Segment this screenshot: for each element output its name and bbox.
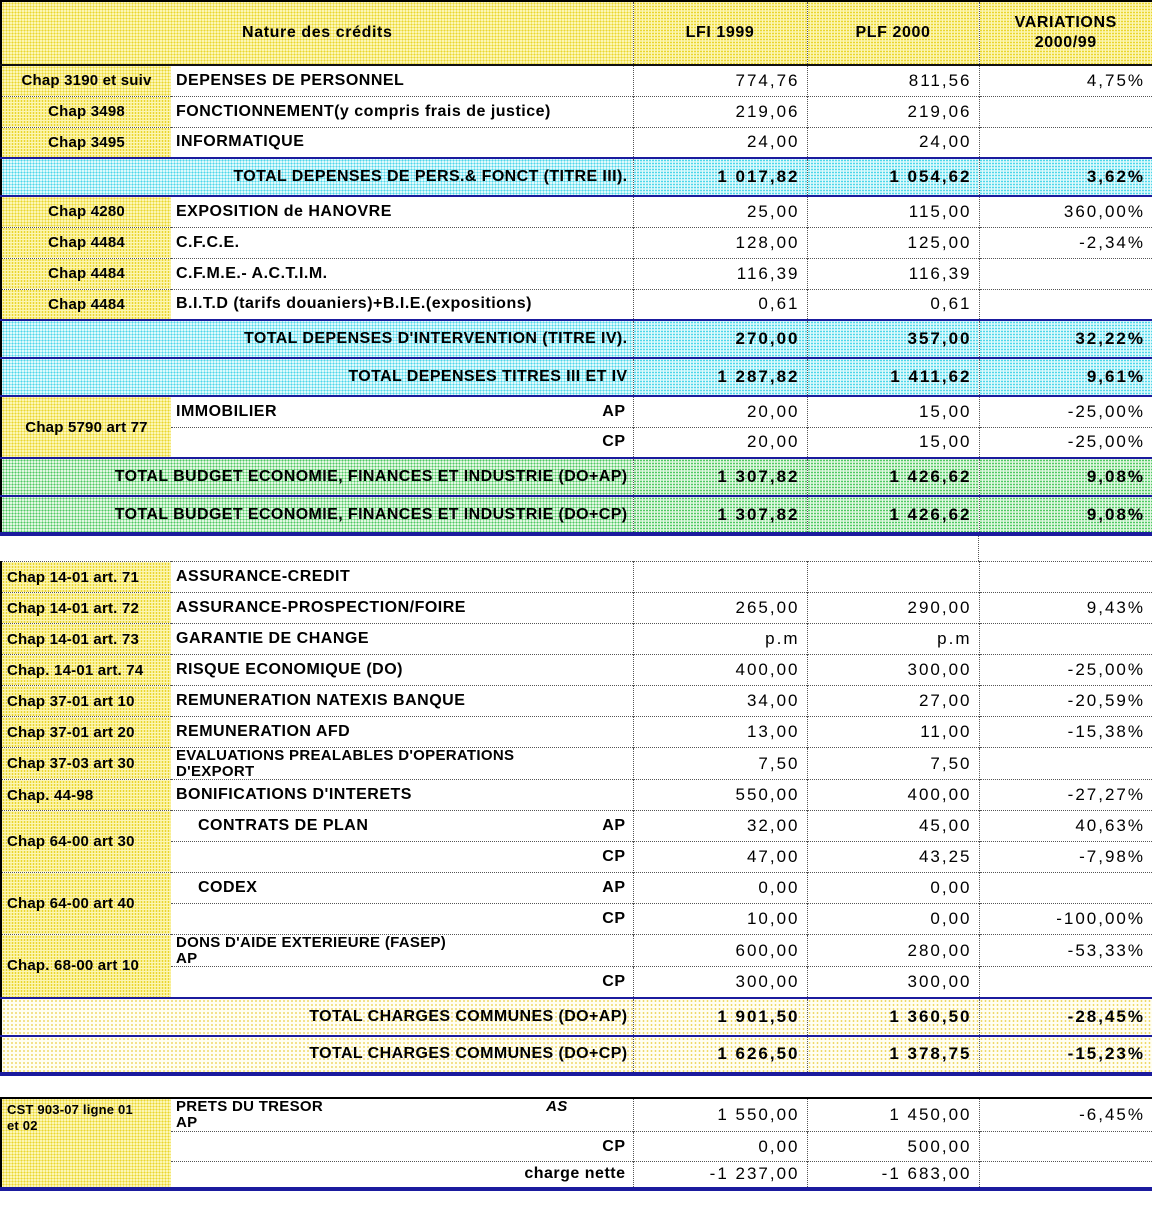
lfi-1999-value-cell [633,562,807,593]
credit-label-cell [171,593,633,624]
plf-2000-value-cell: 1 426,62 [807,458,979,496]
credit-label-cell [171,96,633,127]
total-row [1,496,1152,534]
credit-label-line [176,848,626,866]
plf-2000-value-cell: 290,00 [807,593,979,624]
credit-label-cell [171,1132,633,1162]
total-label-cell: TOTAL BUDGET ECONOMIE, FINANCES ET INDUSTRIE (DO+CP) [1,496,633,534]
credit-label: REMUNERATION AFD [176,723,351,740]
plf-2000-value-cell: 0,00 [807,904,979,935]
variation-value-cell [979,624,1152,655]
credit-label-line [176,403,626,421]
lfi-1999-value-cell: 265,00 [633,593,807,624]
ap-cp-label: AP [602,817,626,834]
chapter-label: Chap. 14-01 art. 74 [7,661,144,679]
variation-value-cell: 9,61% [979,358,1152,396]
plf-2000-value-cell [807,562,979,593]
variation-value-cell: -100,00% [979,904,1152,935]
lfi-1999-value-cell: 7,50 [633,748,807,780]
credit-label-line2: AP [176,1114,198,1132]
plf-2000-value-cell: 357,00 [807,320,979,358]
credit-label-line [176,692,626,710]
chapter-label-line2: et 02 [7,1117,38,1133]
variation-value-cell [979,289,1152,320]
variation-value-cell [979,127,1152,158]
data-row [1,1162,1152,1189]
credit-label-line [176,265,626,283]
credit-label-cell [171,811,633,842]
plf-2000-value-cell: 11,00 [807,717,979,748]
chapter-label: Chap 5790 art 77 [25,418,148,436]
credit-label-line [176,786,626,804]
lfi-1999-value-cell: 20,00 [633,396,807,427]
lfi-1999-value-cell: 1 550,00 [633,1098,807,1132]
ap-cp-label: AP [602,879,626,896]
credit-label-cell [171,65,633,96]
credit-label-cell [171,780,633,811]
table-charges-communes [0,561,1152,1076]
credit-label: REMUNERATION NATEXIS BANQUE [176,692,466,709]
credit-label: ASSURANCE-CREDIT [176,568,351,585]
chapter-cell [1,717,171,748]
chapter-cell [1,624,171,655]
data-row [1,624,1152,655]
credit-label: CONTRATS DE PLAN [198,817,369,834]
lfi-1999-value-cell: 25,00 [633,196,807,227]
total-row [1,158,1152,196]
lfi-1999-value-cell: 34,00 [633,686,807,717]
data-row [1,655,1152,686]
credit-label-line [176,935,626,951]
credit-label-cell [171,127,633,158]
chapter-label: Chap 4484 [48,295,125,313]
chapter-label: Chap 3498 [48,103,125,120]
credit-label-cell [171,227,633,258]
ap-cp-label: CP [602,848,626,865]
credit-label: PRETS DU TRESOR [176,1098,324,1116]
plf-2000-value-cell: 0,00 [807,873,979,904]
plf-2000-value-cell: 1 426,62 [807,496,979,534]
chapter-cell [1,593,171,624]
credit-label-line [176,748,626,764]
lfi-1999-value-cell: 20,00 [633,427,807,458]
lfi-1999-value-cell: 400,00 [633,655,807,686]
chapter-cell [1,873,171,935]
lfi-1999-value-cell: 1 626,50 [633,1036,807,1074]
variation-value-cell: 360,00% [979,196,1152,227]
chapter-label: Chap. 44-98 [7,786,94,804]
credit-label-cell [171,1162,633,1189]
variation-value-cell: 9,08% [979,458,1152,496]
plf-2000-value-cell: 811,56 [807,65,979,96]
variation-value-cell: -53,33% [979,935,1152,967]
total-row [1,458,1152,496]
chapter-cell [1,96,171,127]
variation-value-cell [979,873,1152,904]
variation-value-cell: -20,59% [979,686,1152,717]
chapter-cell [1,748,171,780]
total-label-cell: TOTAL DEPENSES DE PERS.& FONCT (TITRE III). [1,158,633,196]
variation-value-cell: 9,43% [979,593,1152,624]
chapter-cell [1,811,171,873]
total-label-cell: TOTAL CHARGES COMMUNES (DO+CP) [1,1036,633,1074]
lfi-1999-value-cell: 219,06 [633,96,807,127]
plf-2000-value-cell: 24,00 [807,127,979,158]
lfi-1999-value-cell: 600,00 [633,935,807,967]
credit-label-line2: AP [176,950,198,967]
credit-label-line [176,1099,626,1115]
credit-label: IMMOBILIER [176,402,277,420]
chapter-cell [1,196,171,227]
header-nature-des-credits: Nature des crédits [1,1,633,65]
chapter-label: Chap 37-01 art 20 [7,723,135,741]
credit-label-line [176,630,626,648]
credit-label-cell [171,427,633,458]
credit-label-cell [171,935,633,967]
chapter-cell [1,686,171,717]
total-row [1,1036,1152,1074]
credit-label-line [176,661,626,679]
chapter-cell [1,1098,171,1189]
data-row [1,127,1152,158]
data-row [1,873,1152,904]
ap-cp-label: CP [602,1137,626,1155]
credit-label-line [176,203,626,221]
column-divider-line [978,536,979,561]
credit-label-line2: D'EXPORT [176,763,255,780]
chapter-label: Chap 14-01 art. 73 [7,630,139,648]
credit-label: EXPOSITION de HANOVRE [176,202,392,220]
total-row [1,358,1152,396]
total-row [1,320,1152,358]
data-row [1,935,1152,967]
credit-label-cell [171,1098,633,1132]
credit-label-cell [171,562,633,593]
chapter-cell [1,127,171,158]
data-row [1,227,1152,258]
credit-label-line [176,817,626,835]
variation-value-cell: 3,62% [979,158,1152,196]
chapter-cell [1,562,171,593]
table-gap [0,536,1152,561]
credit-label: FONCTIONNEMENT(y compris frais de justice) [176,102,551,120]
credit-label-line [176,133,626,151]
chapter-cell [1,227,171,258]
plf-2000-value-cell: 45,00 [807,811,979,842]
plf-2000-value-cell: 300,00 [807,967,979,998]
variation-value-cell: -28,45% [979,998,1152,1036]
plf-2000-value-cell: 280,00 [807,935,979,967]
credit-label-cell [171,258,633,289]
header-variations-line1: VARIATIONS [1014,14,1117,31]
variation-value-cell: 32,22% [979,320,1152,358]
table-prets-du-tresor [0,1097,1152,1191]
variation-value-cell [979,967,1152,998]
lfi-1999-value-cell: 0,61 [633,289,807,320]
plf-2000-value-cell: 27,00 [807,686,979,717]
header-variations [979,1,1152,65]
variation-value-cell: -27,27% [979,780,1152,811]
plf-2000-value-cell: 1 411,62 [807,358,979,396]
table-budget-economie [0,0,1152,536]
data-row [1,196,1152,227]
credit-label-cell [171,624,633,655]
credit-label-cell [171,655,633,686]
credit-label-line [176,973,626,991]
credit-label-cell [171,967,633,998]
credit-label-line [176,568,626,586]
credit-label: DEPENSES DE PERSONNEL [176,71,405,89]
credit-label-cell [171,686,633,717]
lfi-1999-value-cell: 128,00 [633,227,807,258]
chapter-cell [1,258,171,289]
credit-label-line [176,910,626,928]
ap-as-label: AS [546,1098,568,1116]
variation-value-cell: -25,00% [979,655,1152,686]
data-row [1,748,1152,780]
plf-2000-value-cell: -1 683,00 [807,1162,979,1189]
lfi-1999-value-cell: 0,00 [633,873,807,904]
lfi-1999-value-cell: 774,76 [633,65,807,96]
variation-value-cell [979,562,1152,593]
credit-label: B.I.T.D (tarifs douaniers)+B.I.E.(expositions) [176,295,532,313]
plf-2000-value-cell: p.m [807,624,979,655]
chapter-label: Chap 14-01 art. 71 [7,568,139,586]
header-row [1,1,1152,65]
plf-2000-value-cell: 1 054,62 [807,158,979,196]
chapter-cell [1,935,171,998]
plf-2000-value-cell: 7,50 [807,748,979,780]
credit-label: DONS D'AIDE EXTERIEURE (FASEP) [176,934,447,951]
chapter-label: Chap 4484 [48,234,125,251]
chapter-label: Chap 64-00 art 40 [7,895,135,912]
table-gap [0,1076,1152,1097]
variation-value-cell [979,748,1152,780]
credit-label-line [176,1165,626,1183]
chapter-cell [1,65,171,96]
variation-value-cell: -2,34% [979,227,1152,258]
data-row [1,396,1152,427]
header-variations-line2: 2000/99 [1034,34,1097,51]
credit-label: RISQUE ECONOMIQUE (DO) [176,661,404,678]
data-row [1,842,1152,873]
chapter-label: Chap 4484 [48,265,125,282]
ap-cp-label: charge nette [524,1165,626,1183]
data-row [1,686,1152,717]
credit-label-cell [171,842,633,873]
chapter-cell [1,780,171,811]
chapter-label: Chap 3495 [48,133,125,151]
credit-label-cell [171,904,633,935]
data-row [1,717,1152,748]
credit-label: BONIFICATIONS D'INTERETS [176,786,412,803]
data-row [1,289,1152,320]
chapter-label: Chap 4280 [48,203,125,221]
lfi-1999-value-cell: 550,00 [633,780,807,811]
data-row [1,258,1152,289]
plf-2000-value-cell: 400,00 [807,780,979,811]
chapter-label: Chap. 68-00 art 10 [7,957,139,975]
data-row [1,967,1152,998]
plf-2000-value-cell: 1 360,50 [807,998,979,1036]
data-row [1,562,1152,593]
total-label-cell: TOTAL DEPENSES TITRES III ET IV [1,358,633,396]
ap-cp-label: CP [602,972,626,990]
chapter-cell [1,655,171,686]
lfi-1999-value-cell: 1 287,82 [633,358,807,396]
credit-label: C.F.M.E.- A.C.T.I.M. [176,264,328,282]
total-row [1,998,1152,1036]
lfi-1999-value-cell: 1 901,50 [633,998,807,1036]
variation-value-cell: 9,08% [979,496,1152,534]
credit-label-cell [171,196,633,227]
credit-label-cell [171,396,633,427]
total-label-cell: TOTAL CHARGES COMMUNES (DO+AP) [1,998,633,1036]
credit-label-cell [171,748,633,780]
credit-label: INFORMATIQUE [176,133,305,151]
credit-label-cell [171,289,633,320]
lfi-1999-value-cell: 10,00 [633,904,807,935]
variation-value-cell: -6,45% [979,1098,1152,1132]
credit-label-cell [171,717,633,748]
plf-2000-value-cell: 219,06 [807,96,979,127]
plf-2000-value-cell: 115,00 [807,196,979,227]
header-lfi-1999: LFI 1999 [633,1,807,65]
data-row [1,1132,1152,1162]
lfi-1999-value-cell: 1 307,82 [633,458,807,496]
credit-label-line [176,433,626,451]
chapter-label: Chap 3190 et suiv [21,72,152,90]
chapter-label: CST 903-07 ligne 01 [7,1101,133,1117]
lfi-1999-value-cell: 1 307,82 [633,496,807,534]
variation-value-cell: -25,00% [979,396,1152,427]
plf-2000-value-cell: 15,00 [807,427,979,458]
data-row [1,904,1152,935]
plf-2000-value-cell: 500,00 [807,1132,979,1162]
lfi-1999-value-cell: -1 237,00 [633,1162,807,1189]
plf-2000-value-cell: 15,00 [807,396,979,427]
lfi-1999-value-cell: 13,00 [633,717,807,748]
data-row [1,96,1152,127]
lfi-1999-value-cell: 32,00 [633,811,807,842]
credit-label-line [176,723,626,741]
lfi-1999-value-cell: 1 017,82 [633,158,807,196]
variation-value-cell: -25,00% [979,427,1152,458]
credit-label: GARANTIE DE CHANGE [176,630,370,647]
credit-label-line [176,1138,626,1156]
credit-label: EVALUATIONS PREALABLES D'OPERATIONS [176,747,515,764]
variation-value-cell: -15,38% [979,717,1152,748]
credit-label-line [176,234,626,252]
chapter-label: Chap 14-01 art. 72 [7,599,139,617]
lfi-1999-value-cell: 270,00 [633,320,807,358]
variation-value-cell: 40,63% [979,811,1152,842]
data-row [1,1098,1152,1132]
chapter-label: Chap 64-00 art 30 [7,833,135,850]
credit-label-line [176,599,626,617]
credit-label: CODEX [198,879,258,896]
total-label-cell: TOTAL BUDGET ECONOMIE, FINANCES ET INDUSTRIE (DO+AP) [1,458,633,496]
total-label-cell: TOTAL DEPENSES D'INTERVENTION (TITRE IV). [1,320,633,358]
chapter-label: Chap 37-01 art 10 [7,692,135,710]
ap-cp-label: CP [602,910,626,927]
variation-value-cell [979,1132,1152,1162]
credit-label-cell [171,873,633,904]
lfi-1999-value-cell: 116,39 [633,258,807,289]
chapter-cell [1,289,171,320]
plf-2000-value-cell: 1 378,75 [807,1036,979,1074]
credit-label-line [176,295,626,313]
data-row [1,593,1152,624]
lfi-1999-value-cell: 300,00 [633,967,807,998]
lfi-1999-value-cell: p.m [633,624,807,655]
plf-2000-value-cell: 116,39 [807,258,979,289]
plf-2000-value-cell: 43,25 [807,842,979,873]
header-plf-2000: PLF 2000 [807,1,979,65]
plf-2000-value-cell: 1 450,00 [807,1098,979,1132]
variation-value-cell: -15,23% [979,1036,1152,1074]
credit-label: C.F.C.E. [176,233,240,251]
variation-value-cell: 4,75% [979,65,1152,96]
credit-label-line [176,103,626,121]
data-row [1,811,1152,842]
chapter-label: Chap 37-03 art 30 [7,755,135,772]
plf-2000-value-cell: 125,00 [807,227,979,258]
lfi-1999-value-cell: 24,00 [633,127,807,158]
variation-value-cell [979,258,1152,289]
variation-value-cell: -7,98% [979,842,1152,873]
lfi-1999-value-cell: 47,00 [633,842,807,873]
plf-2000-value-cell: 300,00 [807,655,979,686]
data-row [1,65,1152,96]
data-row [1,780,1152,811]
ap-cp-label: CP [602,433,626,451]
variation-value-cell [979,1162,1152,1189]
credit-label-line [176,879,626,897]
plf-2000-value-cell: 0,61 [807,289,979,320]
ap-cp-label: AP [602,402,626,420]
credit-label: ASSURANCE-PROSPECTION/FOIRE [176,599,466,616]
lfi-1999-value-cell: 0,00 [633,1132,807,1162]
variation-value-cell [979,96,1152,127]
chapter-cell [1,396,171,458]
credit-label-line [176,72,626,90]
data-row [1,427,1152,458]
